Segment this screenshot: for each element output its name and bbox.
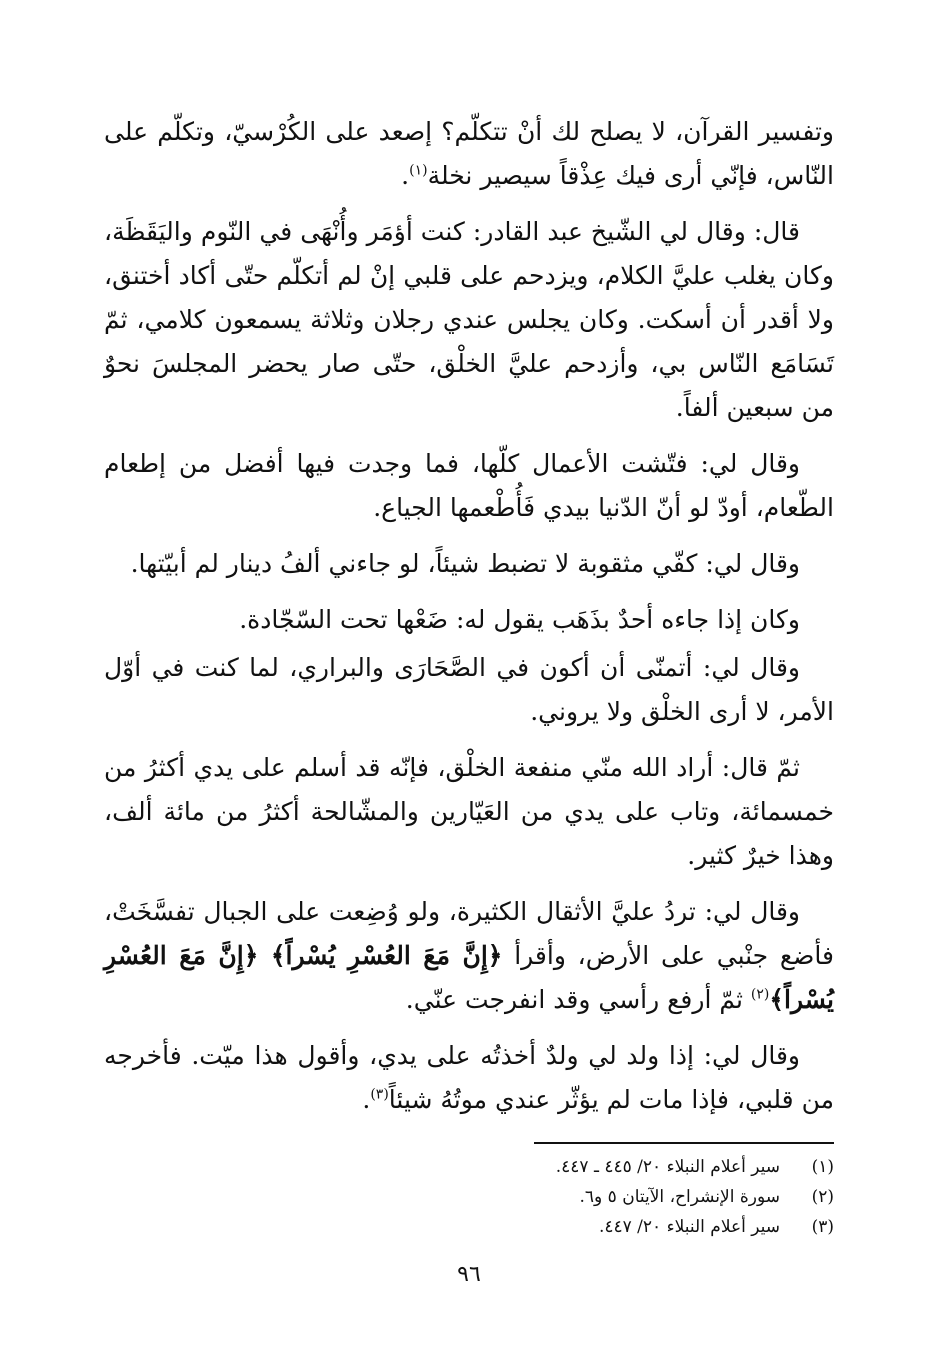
footnote-2 (104, 1182, 834, 1212)
paragraph-5 (104, 598, 834, 642)
footnote-number: (٣) (811, 1217, 834, 1237)
footnote-ref: (٣) (370, 1086, 389, 1103)
paragraph-4 (104, 542, 834, 586)
quran-verse: ﴿إِنَّ مَعَ العُسْرِ يُسْراً﴾ ﴿إِنَّ مَعَ العُسْرِ يُسْراً﴾ (104, 941, 834, 1014)
text-run: وقال لي: تردُ عليَّ الأثقال الكثيرة، ولو وُضِعت على الجبال تفسَّخَتْ، فأضع جنْبي على الأرض، وأقرأ (104, 897, 834, 970)
text-run: ثمّ أرفع رأسي وقد انفرجت عنّي. (405, 985, 751, 1014)
text-run: ثمّ قال: أراد الله منّي منفعة الخلْق، فإنّه قد أسلم على يدي أكثرُ من خمسمائة، وتاب على يدي من العَيّارين والمشّالحة أكثرُ من مائة ألف، وهذا خيرٌ كثير. (104, 753, 834, 870)
text-run: وكان إذا جاءه أحدٌ بذَهَب يقول له: ضَعْها تحت السّجّادة. (239, 605, 800, 634)
footnote-text: سير أعلام النبلاء ٢٠/ ٤٤٥ ـ ٤٤٧. (555, 1157, 780, 1177)
paragraph-3 (104, 442, 834, 530)
footnote-separator (534, 1142, 834, 1144)
text-run: . (401, 161, 410, 190)
footnote-text: سير أعلام النبلاء ٢٠/ ٤٤٧. (598, 1217, 780, 1237)
paragraph-1 (104, 110, 834, 198)
footnote-1 (104, 1152, 834, 1182)
text-run: وقال لي: كفّي مثقوبة لا تضبط شيئاً، لو جاءني ألفُ دينار لم أبيّتها. (130, 549, 800, 578)
footnote-ref: (١) (409, 162, 428, 179)
text-run: وقال لي: إذا ولد لي ولدٌ أخذتُه على يدي، وأقول هذا ميّت. فأخرجه من قلبي، فإذا مات لم يؤثّر عندي موتُهُ شيئاً (104, 1041, 834, 1114)
text-run: وتفسير القرآن، لا يصلح لك أنْ تتكلّم؟ إصعد على الكُرْسيّ، وتكلّم على النّاس، فإنّي أرى فيك عِذْقاً سيصير نخلة (104, 117, 834, 190)
paragraph-8 (104, 890, 834, 1022)
paragraph-2 (104, 210, 834, 430)
footnote-text: سورة الإنشراح، الآيتان ٥ و٦. (579, 1187, 780, 1207)
text-run: قال: وقال لي الشّيخ عبد القادر: كنت أؤمَر وأُنْهَى في النّوم واليَقَظَة، وكان يغلب عليَّ الكلام، ويزدحم على قلبي إنْ لم أتكلّم حتّى أكاد أختنق، ولا أقدر أن أسكت. وكان يجلس عندي رجلان وثلاثة يسمعون كلامي، ثمّ تَسَامَع النّاس بي، وأزدحم عليَّ الخلْق، حتّى صار يحضر المجلسَ نحوٌ من سبعين ألفاً. (104, 217, 834, 422)
footnote-ref: (٢) (750, 986, 770, 1003)
paragraph-6 (104, 646, 834, 734)
text-run: وقال لي: فتّشت الأعمال كلّها، فما وجدت فيها أفضل من إطعام الطّعام، أودّ لو أنّ الدّنيا بيدي فَأُطْعمها الجياع. (104, 449, 834, 522)
footnote-number: (١) (811, 1157, 834, 1177)
footnotes (104, 1152, 834, 1242)
text-run: . (362, 1085, 371, 1114)
paragraph-7 (104, 746, 834, 878)
body-text (104, 110, 834, 1122)
footnote-number: (٢) (811, 1187, 834, 1207)
text-run: وقال لي: أتمنّى أن أكون في الصَّحَارَى والبراري، لما كنت في أوّل الأمر، لا أرى الخلْق ولا يروني. (104, 653, 834, 726)
page-number: ٩٦ (457, 1262, 481, 1287)
footnote-3 (104, 1212, 834, 1242)
paragraph-9 (104, 1034, 834, 1122)
